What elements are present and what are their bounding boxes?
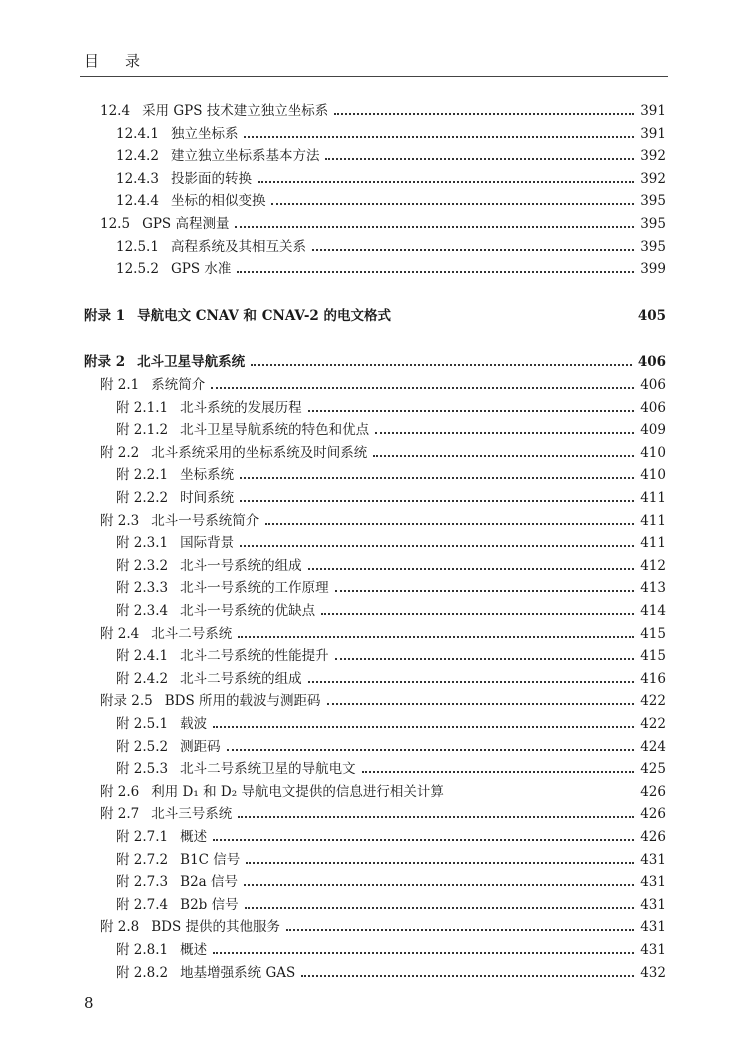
toc-entry-title: 投影面的转换	[170, 170, 252, 187]
leader-dots	[325, 157, 634, 160]
toc-entry-title: 载波	[180, 716, 208, 732]
toc-entry-number: 附 2.1	[100, 377, 140, 393]
toc-entry-title: 测距码	[180, 738, 221, 755]
leader-dots	[335, 657, 635, 660]
toc-entry[interactable]	[100, 371, 666, 393]
leader-dots	[301, 974, 634, 977]
toc-entry-number: 附 2.1.1	[116, 399, 169, 416]
toc-entry-page: 414	[640, 603, 666, 619]
toc-entry[interactable]	[100, 210, 666, 232]
toc-entry-number: 附 2.5.1	[116, 716, 169, 732]
toc-entry-page: 422	[640, 716, 666, 732]
toc-entry[interactable]	[116, 733, 666, 755]
toc-entry-page: 431	[640, 874, 666, 891]
leader-dots	[237, 270, 634, 273]
toc-entry-page: 409	[640, 422, 666, 439]
toc-entry-title: 北斗二号系统	[151, 625, 233, 642]
toc-entry-page: 406	[637, 354, 666, 371]
toc-entry-title: 北斗系统的发展历程	[180, 399, 302, 416]
toc-entry-page: 395	[640, 193, 666, 210]
toc-entry[interactable]	[116, 165, 666, 187]
toc-entry-number: 附 2.2.2	[116, 490, 169, 506]
leader-dots	[286, 928, 634, 931]
toc-entry-page: 426	[640, 783, 666, 800]
toc-entry[interactable]	[100, 97, 666, 119]
leader-dots	[258, 180, 634, 183]
header-char-1: 目	[84, 52, 100, 70]
toc-entry-title: GPS 水准	[170, 261, 232, 278]
toc-entry-page: 391	[640, 103, 666, 119]
page-number: 8	[84, 994, 94, 1012]
leader-dots	[375, 431, 634, 434]
toc-entry-page: 395	[640, 238, 666, 255]
toc-entry-title: 独立坐标系	[170, 125, 239, 142]
toc-entry-title: 地基增强系统 GAS	[180, 964, 296, 981]
toc-entry-page: 391	[640, 125, 666, 142]
toc-entry-page: 410	[640, 444, 666, 461]
toc-entry-number: 12.4.4	[116, 193, 159, 210]
toc-entry-number: 附 2.8	[100, 919, 140, 936]
leader-dots	[246, 861, 634, 864]
toc-entry-title: 北斗二号系统的性能提升	[180, 648, 329, 665]
toc-entry-title: 利用 D₁ 和 D₂ 导航电文提供的信息进行相关计算	[151, 783, 444, 800]
toc-entry-number: 附 2.4.2	[116, 670, 169, 687]
toc-entry-title: 时间系统	[180, 490, 235, 506]
toc-entry-page: 415	[640, 625, 666, 642]
toc-entry-page: 431	[640, 942, 666, 958]
leader-dots	[308, 567, 635, 570]
toc-entry-title: BDS 所用的载波与测距码	[164, 693, 321, 710]
toc-entry-number: 12.5.1	[116, 238, 159, 255]
toc-entry-number: 附 2.7.1	[116, 829, 169, 845]
toc-entry-title: BDS 提供的其他服务	[151, 919, 281, 936]
header-rule	[80, 76, 668, 77]
toc-entry-number: 附 2.5.3	[116, 761, 169, 778]
leader-dots	[238, 635, 634, 638]
toc-entry-page: 411	[640, 535, 666, 552]
toc-entry-number: 12.4.2	[116, 148, 159, 165]
leader-dots	[213, 951, 634, 954]
toc-entry[interactable]	[100, 439, 666, 461]
toc-entry[interactable]	[116, 868, 666, 890]
toc-entry-title: 系统简介	[151, 377, 206, 393]
toc-entry-page: 411	[640, 490, 666, 506]
toc-entry[interactable]	[100, 913, 666, 935]
toc-entry[interactable]	[116, 936, 666, 958]
leader-dots	[373, 454, 634, 457]
toc-entry-number: 附 2.7.3	[116, 874, 169, 891]
toc-entry-title: 北斗一号系统的组成	[180, 557, 302, 574]
leader-dots	[244, 135, 634, 138]
toc-entry-number: 附 2.4	[100, 625, 140, 642]
toc-entry-number: 12.4	[100, 103, 131, 119]
toc-entry[interactable]	[100, 778, 666, 800]
leader-dots	[244, 883, 634, 886]
toc-entry-title: 建立独立坐标系基本方法	[170, 148, 320, 165]
toc-entry-page: 422	[640, 693, 666, 710]
toc-entry-number: 附 2.3.1	[116, 535, 169, 552]
running-header	[84, 50, 140, 71]
toc-entry-number: 附 2.8.1	[116, 942, 169, 958]
toc-entry-title: 高程系统及其相互关系	[170, 238, 306, 255]
toc-entry-title: 北斗二号系统的组成	[180, 670, 302, 687]
toc-entry[interactable]	[116, 120, 666, 142]
leader-dots	[245, 906, 635, 909]
toc-entry-number: 12.5.2	[116, 261, 159, 278]
toc-entry-page: 426	[640, 806, 666, 823]
leader-dots	[334, 112, 634, 115]
toc-entry-page: 413	[640, 580, 666, 597]
toc-entry-title: 北斗二号系统卫星的导航电文	[180, 761, 356, 778]
toc-entry-number: 12.4.3	[116, 170, 159, 187]
toc-entry[interactable]	[116, 823, 666, 845]
toc-entry-title: B2b 信号	[180, 896, 239, 913]
toc-entry[interactable]	[116, 642, 666, 664]
toc-entry-title: 北斗一号系统简介	[151, 512, 260, 529]
toc-entry[interactable]	[116, 187, 666, 209]
toc-entry[interactable]	[116, 394, 666, 416]
toc-entry-number: 附 2.5.2	[116, 738, 169, 755]
toc-entry-title: 北斗卫星导航系统	[137, 354, 246, 371]
toc-entry-title: 采用 GPS 技术建立独立坐标系	[142, 103, 329, 119]
toc-entry-number: 附 2.1.2	[116, 422, 169, 439]
leader-dots	[271, 202, 634, 205]
toc-entry-number: 附 2.8.2	[116, 964, 169, 981]
leader-dots	[308, 409, 635, 412]
toc-entry-title: B2a 信号	[180, 874, 239, 891]
toc-entry[interactable]	[116, 416, 666, 438]
toc-entry-page: 431	[640, 919, 666, 936]
toc-entry-number: 附 2.3.3	[116, 580, 169, 597]
leader-dots	[240, 476, 634, 479]
toc-entry[interactable]	[84, 302, 666, 324]
leader-dots	[265, 522, 634, 525]
toc-entry-number: 附录 2.5	[100, 693, 153, 710]
leader-dots	[238, 815, 634, 818]
toc-entry[interactable]	[116, 755, 666, 777]
toc-entry-title: 北斗一号系统的优缺点	[180, 603, 316, 619]
toc-entry-number: 12.4.1	[116, 125, 159, 142]
toc-entry[interactable]	[116, 959, 666, 981]
toc-entry[interactable]	[116, 461, 666, 483]
toc-entry[interactable]	[116, 142, 666, 164]
leader-dots	[327, 702, 635, 705]
toc-entry-page: 405	[637, 307, 666, 324]
leader-dots	[450, 795, 634, 796]
toc-entry[interactable]	[116, 233, 666, 255]
toc-entry[interactable]	[84, 348, 666, 370]
toc-entry-title: 北斗三号系统	[151, 806, 233, 823]
toc-entry-number: 附 2.3	[100, 512, 140, 529]
toc-entry-number: 12.5	[100, 216, 131, 232]
toc-entry-page: 416	[640, 670, 666, 687]
toc-entry-title: 北斗一号系统的工作原理	[180, 580, 329, 597]
toc-entry[interactable]	[116, 846, 666, 868]
toc-entry[interactable]	[116, 891, 666, 913]
toc-entry[interactable]	[116, 665, 666, 687]
toc-entry-title: 坐标系统	[180, 467, 235, 484]
toc-entry[interactable]	[116, 552, 666, 574]
toc-entry-title: 概述	[180, 829, 208, 845]
toc-entry[interactable]	[116, 484, 666, 506]
leader-dots	[235, 225, 634, 228]
toc-entry-page: 432	[640, 964, 666, 981]
toc-entry-number: 附 2.4.1	[116, 648, 169, 665]
toc-entry[interactable]	[116, 574, 666, 596]
toc-entry-title: 北斗卫星导航系统的特色和优点	[180, 422, 370, 439]
toc-entry-title: GPS 高程测量	[142, 216, 230, 232]
leader-dots	[335, 589, 635, 592]
leader-dots	[397, 319, 632, 320]
toc-entry-page: 411	[640, 512, 666, 529]
toc-entry-page: 431	[640, 896, 666, 913]
header-char-2: 录	[125, 52, 141, 70]
toc-entry[interactable]	[116, 255, 666, 277]
leader-dots	[251, 363, 632, 366]
toc-entry-page: 406	[640, 377, 666, 393]
leader-dots	[213, 725, 634, 728]
leader-dots	[308, 680, 635, 683]
toc-entry-page: 412	[640, 557, 666, 574]
toc-entry-title: 坐标的相似变换	[170, 193, 266, 210]
toc-entry[interactable]	[100, 620, 666, 642]
toc-entry[interactable]	[116, 529, 666, 551]
toc-entry-number: 附 2.7.2	[116, 851, 169, 868]
toc-entry[interactable]	[116, 597, 666, 619]
toc-entry-number: 附录 2	[84, 354, 126, 371]
toc-entry-title: 导航电文 CNAV 和 CNAV-2 的电文格式	[137, 307, 392, 324]
toc-entry-page: 425	[640, 761, 666, 778]
toc-entry-title: B1C 信号	[180, 851, 241, 868]
leader-dots	[312, 248, 634, 251]
toc-entry-page: 426	[640, 829, 666, 845]
toc-entry-number: 附 2.6	[100, 783, 140, 800]
leader-dots	[240, 544, 634, 547]
leader-dots	[211, 386, 634, 389]
toc-entry-page: 399	[640, 261, 666, 278]
toc-entry[interactable]	[100, 507, 666, 529]
toc-entry[interactable]	[100, 800, 666, 822]
toc-entry-page: 431	[640, 851, 666, 868]
toc-entry-title: 国际背景	[180, 535, 235, 552]
toc-entry-number: 附 2.7.4	[116, 896, 169, 913]
toc-entry-page: 395	[640, 216, 666, 232]
toc-entry-page: 415	[640, 648, 666, 665]
toc-entry-number: 附 2.2.1	[116, 467, 169, 484]
toc-entry-page: 392	[640, 148, 666, 165]
toc-entry-number: 附 2.3.4	[116, 603, 169, 619]
toc-entry-title: 北斗系统采用的坐标系统及时间系统	[151, 444, 368, 461]
toc-entry-title: 概述	[180, 942, 208, 958]
toc-entry-page: 406	[640, 399, 666, 416]
toc-entry-page: 424	[640, 738, 666, 755]
toc-entry-number: 附录 1	[84, 307, 126, 324]
leader-dots	[321, 612, 634, 615]
leader-dots	[227, 748, 635, 751]
toc-entry-number: 附 2.7	[100, 806, 140, 823]
toc-entry[interactable]	[116, 710, 666, 732]
leader-dots	[240, 499, 634, 502]
toc-entry-number: 附 2.2	[100, 444, 140, 461]
toc-entry[interactable]	[100, 687, 666, 709]
toc-entry-number: 附 2.3.2	[116, 557, 169, 574]
toc-entry-page: 410	[640, 467, 666, 484]
leader-dots	[213, 838, 634, 841]
leader-dots	[362, 770, 635, 773]
toc-entry-page: 392	[640, 170, 666, 187]
